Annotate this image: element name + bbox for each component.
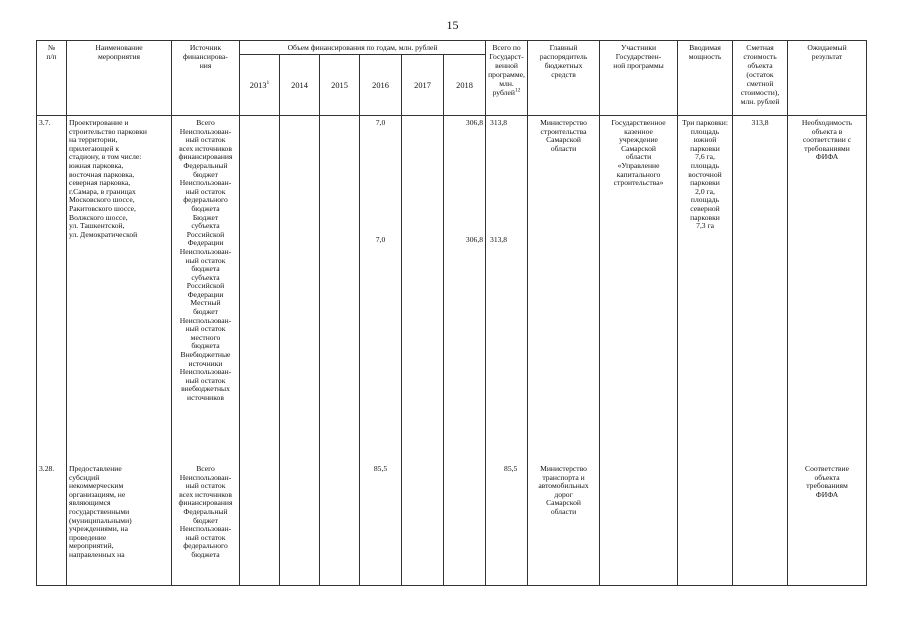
row-participants: [600, 462, 678, 586]
row-ministry: Министерство строительства Самарской области: [528, 116, 600, 463]
cell-2018: [444, 462, 486, 586]
col-header-capacity: Вводимая мощность: [678, 41, 733, 116]
value-program-regional: 313,8: [490, 234, 508, 244]
source-entry: Неиспользован- ный остаток федерального бюджета: [179, 524, 232, 559]
row-cost: [733, 462, 788, 586]
value-2016-regional: 7,0: [375, 234, 386, 244]
row-capacity: [678, 462, 733, 586]
financing-table: [36, 40, 867, 586]
year-2013-sup: 1: [266, 79, 270, 86]
col-header-cost: Сметная стоимость объекта (остаток сметной стоимости), млн. рублей: [733, 41, 788, 116]
cell-2014: [280, 462, 320, 586]
cell-2016: [360, 462, 402, 586]
row-result: Соответствие объекта требованиям ФИФА: [788, 462, 867, 586]
value-2018-total: 306,8: [465, 118, 484, 127]
row-name: Проектирование и строительство парковки на территории, прилегающей к стадиону, в том числе: южная парковка, восточная парковка, северная парковка, г.Самара, в границах Московского шоссе, Ракитовского шоссе, Волжского шоссе, ул. Ташкентской, ул. Демократической: [67, 116, 172, 463]
row-num: 3.7.: [37, 116, 67, 463]
col-header-ministry: Главный распорядитель бюджетных средств: [528, 41, 600, 116]
cell-2014: [280, 116, 320, 463]
cell-2017: [402, 116, 444, 463]
source-entry: Неиспользован- ный остаток федерального бюджета: [179, 178, 232, 213]
row-result: Необходимость объекта в соответствии с требованиями ФИФА: [788, 116, 867, 463]
col-header-total-sup: 12: [514, 87, 521, 94]
source-entry: Неиспользован- ный остаток бюджета субъекта Российской Федерации: [179, 246, 232, 299]
source-entry: Неиспользован- ный остаток всех источников финансирования: [178, 472, 233, 508]
source-entry: Неиспользован- ный остаток внебюджетных источников: [179, 367, 232, 402]
cell-2015: [320, 116, 360, 463]
source-entry: Внебюджетные источники: [180, 350, 231, 368]
source-entry: Неиспользован- ный остаток всех источников финансирования: [178, 126, 233, 162]
row-participants: Государственное казенное учреждение Самарской области «Управление капитального строительства»: [600, 116, 678, 463]
col-header-total: [486, 41, 528, 116]
value-program-total: 313,8: [490, 118, 508, 127]
cell-2016: [360, 116, 402, 463]
col-header-result: Ожидаемый результат: [788, 41, 867, 116]
row-name: Предоставление субсидий некоммерческим организациям, не являющимся государственными (муниципальными) учреждениями, на проведение мероприятий, направленных на: [67, 462, 172, 586]
row-num: 3.28.: [37, 462, 67, 586]
cell-2017: [402, 462, 444, 586]
page-number: 15: [446, 18, 459, 32]
cell-program-total: [486, 116, 528, 463]
row-sources: [172, 462, 240, 586]
source-entry: Бюджет субъекта Российской Федерации: [186, 212, 225, 248]
row-cost: 313,8: [733, 116, 788, 463]
col-header-year-2013: [240, 55, 280, 116]
col-header-year-2017: 2017: [402, 55, 444, 116]
col-header-year-2015: 2015: [320, 55, 360, 116]
cell-2015: [320, 462, 360, 586]
value-2018-regional: 306,8: [465, 234, 484, 244]
cell-2013: [240, 462, 280, 586]
col-header-funding-group: Объем финансирования по годам, млн. рублей: [240, 41, 486, 55]
source-entry: Неиспользован- ный остаток местного бюджета: [179, 315, 232, 351]
source-entry: Всего: [196, 118, 215, 127]
col-header-participants: Участники Государствен- ной программы: [600, 41, 678, 116]
table-row: [37, 462, 867, 586]
source-entry: Всего: [196, 464, 215, 473]
col-header-source: Источник финансирова- ния: [172, 41, 240, 116]
col-header-year-2014: 2014: [280, 55, 320, 116]
row-sources: [172, 116, 240, 463]
row-ministry: Министерство транспорта и автомобильных дорог Самарской области: [528, 462, 600, 586]
col-header-name: Наименование мероприятия: [67, 41, 172, 116]
col-header-year-2018: 2018: [444, 55, 486, 116]
cell-2018: [444, 116, 486, 463]
source-entry: Федеральный бюджет: [183, 160, 228, 179]
col-header-year-2016: 2016: [360, 55, 402, 116]
col-header-num: № п/п: [37, 41, 67, 116]
value-2016-total: 7,0: [375, 118, 386, 127]
source-entry: Федеральный бюджет: [183, 506, 228, 525]
cell-2013: [240, 116, 280, 463]
value-2016-total: 85,5: [373, 464, 388, 473]
row-capacity: Три парковки: площадь южной парковки 7,6 га, площадь восточной парковки 2,0 га, площадь северной парковки 7,3 га: [678, 116, 733, 463]
value-program-total: 85,5: [504, 464, 518, 473]
source-entry: Местный бюджет: [190, 298, 221, 317]
col-header-total-text: Всего по Государст- венной программе, млн. рублей: [488, 43, 525, 97]
table-row: [37, 116, 867, 463]
year-2013-label: 2013: [249, 80, 267, 90]
cell-program-total: [486, 462, 528, 586]
